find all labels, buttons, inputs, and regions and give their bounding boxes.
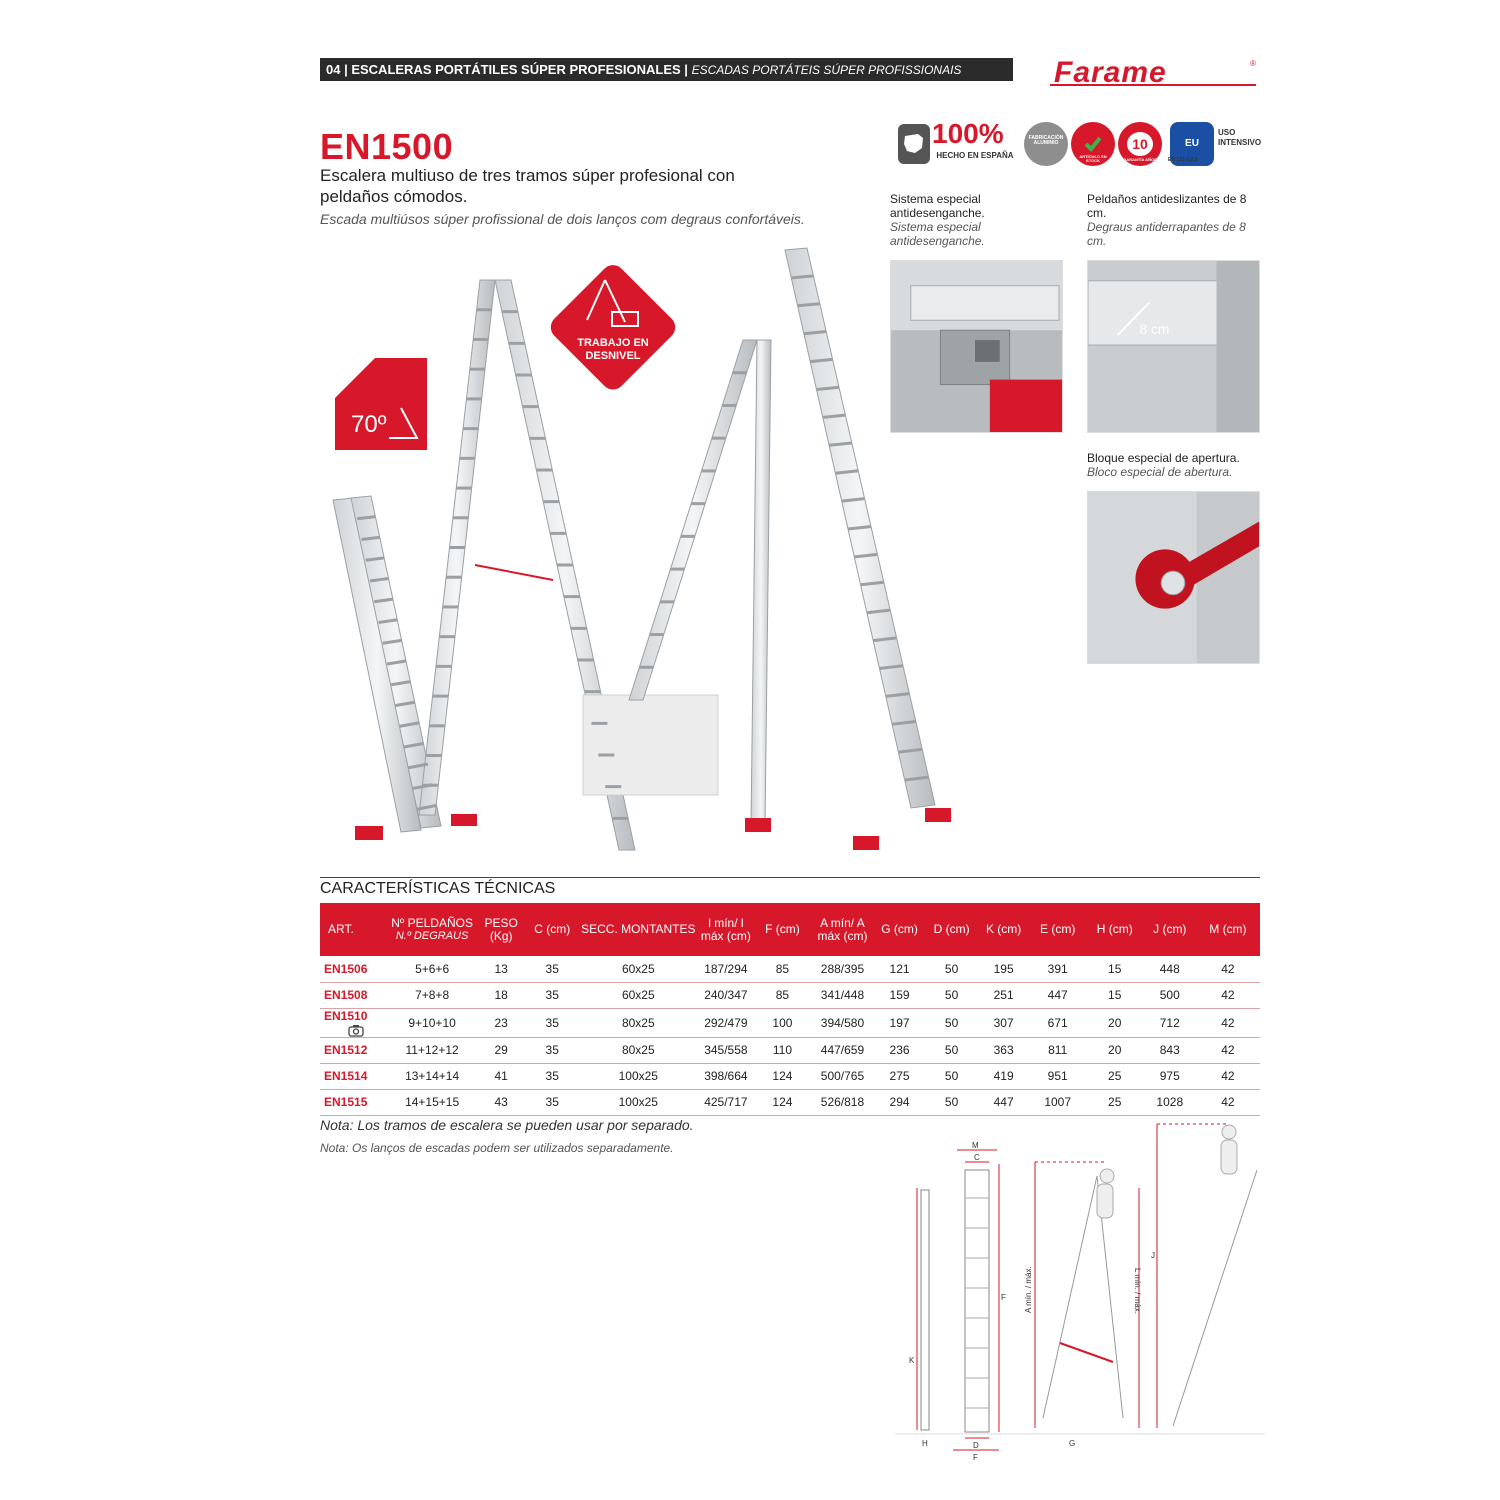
made-in-spain-label: HECHO EN ESPAÑA <box>936 151 1014 160</box>
dim-h: H <box>922 1439 928 1448</box>
table-cell: 121 <box>874 956 926 982</box>
table-row <box>320 982 1260 1008</box>
table-cell: 251 <box>978 982 1030 1008</box>
table-cell-article: EN1514 <box>320 1063 388 1089</box>
feature-caption-3: Bloque especial de apertura. Bloco especial de abertura. <box>1087 451 1240 479</box>
table-cell: 500 <box>1144 982 1196 1008</box>
table-cell: 124 <box>753 1089 811 1115</box>
col-e: E (cm) <box>1030 903 1086 956</box>
dim-m: M <box>972 1141 979 1150</box>
note-pt: Nota: Os lanços de escadas podem ser utilizados separadamente. <box>320 1141 674 1155</box>
section-divider <box>320 877 1260 878</box>
table-cell: 275 <box>874 1063 926 1089</box>
table-row <box>320 1008 1260 1037</box>
table-cell: 35 <box>526 982 578 1008</box>
col-a: A mín/ A máx (cm) <box>811 903 873 956</box>
table-cell: 448 <box>1144 956 1196 982</box>
table-cell: 35 <box>526 1008 578 1037</box>
feature-photo-opening-block <box>1087 491 1260 664</box>
dim-a: A mín. / máx. <box>1024 1266 1033 1313</box>
table-cell: 341/448 <box>811 982 873 1008</box>
table-cell: 60x25 <box>578 982 698 1008</box>
table-cell: 197 <box>874 1008 926 1037</box>
table-cell: 100 <box>753 1008 811 1037</box>
table-cell: 195 <box>978 956 1030 982</box>
ladder-rung <box>798 304 820 306</box>
brand-text: Farame <box>1054 56 1167 88</box>
product-description-pt: Escada multiúsos súper profissional de dois lanços com degraus confortáveis. <box>320 211 805 227</box>
feature-caption-2: Peldaños antideslizantes de 8 cm. Degraus antiderrapantes de 8 cm. <box>1087 192 1247 248</box>
table-cell: 671 <box>1030 1008 1086 1037</box>
feature-photo-rung <box>1087 260 1260 433</box>
table-cell: 13 <box>476 956 526 982</box>
note-es: Nota: Los tramos de escalera se pueden usar por separado. <box>320 1117 694 1133</box>
table-cell: 363 <box>978 1037 1030 1063</box>
col-k: K (cm) <box>978 903 1030 956</box>
table-cell: 712 <box>1144 1008 1196 1037</box>
stock-badge: ARTÍCULO EN STOCK <box>1071 122 1115 166</box>
uneven-work-badge <box>546 260 680 394</box>
table-cell: 843 <box>1144 1037 1196 1063</box>
col-weight: PESO (Kg) <box>476 903 526 956</box>
table-cell: 50 <box>926 1063 978 1089</box>
col-steps: Nº PELDAÑOS N.º DEGRAUS <box>388 903 476 956</box>
table-cell: 11+12+12 <box>388 1037 476 1063</box>
table-cell: 159 <box>874 982 926 1008</box>
table-cell-article: EN1515 <box>320 1089 388 1115</box>
table-cell-article: EN1508 <box>320 982 388 1008</box>
made-in-spain-percent: 100% <box>932 118 1004 149</box>
dim-d: D <box>973 1441 979 1450</box>
table-cell: 18 <box>476 982 526 1008</box>
table-cell: 15 <box>1086 956 1144 982</box>
table-cell: 811 <box>1030 1037 1086 1063</box>
step-box <box>583 695 718 795</box>
ladder-rung <box>357 517 375 519</box>
specs-header-row <box>320 903 1260 956</box>
col-art: ART. <box>320 903 388 956</box>
norm-label: EN 131-1,2,3 <box>1168 157 1198 163</box>
spain-map-icon <box>898 122 930 166</box>
table-cell: 50 <box>926 956 978 982</box>
table-cell: 29 <box>476 1037 526 1063</box>
dim-l: L mín. / máx. <box>1133 1268 1142 1314</box>
ladder-rung <box>804 332 826 334</box>
table-cell: 25 <box>1086 1089 1144 1115</box>
table-cell: 187/294 <box>698 956 753 982</box>
section-title: 04 | ESCALERAS PORTÁTILES SÚPER PROFESIONALES | <box>326 62 688 77</box>
section-title-pt: ESCADAS PORTÁTEIS SÚPER PROFISSIONAIS <box>691 63 962 77</box>
table-cell: 85 <box>753 956 811 982</box>
specs-table <box>320 903 1260 1116</box>
table-cell: 447/659 <box>811 1037 873 1063</box>
certification-badges <box>898 120 1263 170</box>
table-cell: 85 <box>753 982 811 1008</box>
table-cell-article: EN1512 <box>320 1037 388 1063</box>
specs-table-body <box>320 956 1260 1115</box>
table-cell: 345/558 <box>698 1037 753 1063</box>
table-cell: 25 <box>1086 1063 1144 1089</box>
table-row <box>320 1089 1260 1115</box>
table-cell: 447 <box>1030 982 1086 1008</box>
table-cell: 7+8+8 <box>388 982 476 1008</box>
dim-c: C <box>974 1153 980 1162</box>
ladder-rung <box>791 276 813 278</box>
table-cell: 447 <box>978 1089 1030 1115</box>
table-cell-article: EN1510 <box>320 1008 388 1037</box>
table-cell: 236 <box>874 1037 926 1063</box>
col-d: D (cm) <box>926 903 978 956</box>
table-row <box>320 1037 1260 1063</box>
table-cell: 394/580 <box>811 1008 873 1037</box>
table-cell: 975 <box>1144 1063 1196 1089</box>
table-cell: 292/479 <box>698 1008 753 1037</box>
eu-badge: EU <box>1170 122 1214 166</box>
table-cell: 42 <box>1196 1063 1260 1089</box>
table-cell: 35 <box>526 1037 578 1063</box>
feature-caption-1: Sistema especial antidesenganche. Sistema especial antidesenganche. <box>890 192 985 248</box>
farame-logo <box>1050 54 1262 88</box>
table-cell: 50 <box>926 1037 978 1063</box>
aluminium-badge: FABRICACIÓN ALUMINIO <box>1024 122 1068 166</box>
svg-text:®: ® <box>1250 59 1256 68</box>
col-l: l mín/ l máx (cm) <box>698 903 753 956</box>
table-cell: 124 <box>753 1063 811 1089</box>
table-cell: 425/717 <box>698 1089 753 1115</box>
table-cell: 41 <box>476 1063 526 1089</box>
dimension-diagrams <box>895 1118 1265 1488</box>
table-cell: 80x25 <box>578 1037 698 1063</box>
section-header-bar <box>320 58 1013 81</box>
table-cell: 23 <box>476 1008 526 1037</box>
table-cell: 15 <box>1086 982 1144 1008</box>
table-cell: 35 <box>526 956 578 982</box>
table-cell: 80x25 <box>578 1008 698 1037</box>
table-cell: 35 <box>526 1089 578 1115</box>
table-cell: 42 <box>1196 1008 1260 1037</box>
angle-70-badge <box>335 358 427 450</box>
warranty-badge: 10 GARANTÍA AÑOS <box>1118 122 1162 166</box>
table-cell: 391 <box>1030 956 1086 982</box>
col-j: J (cm) <box>1144 903 1196 956</box>
product-title: EN1500 <box>320 126 454 167</box>
rung-width-label: 8 cm <box>1139 321 1170 338</box>
svg-text:DESNIVEL: DESNIVEL <box>585 350 641 362</box>
table-cell: 1007 <box>1030 1089 1086 1115</box>
table-row <box>320 956 1260 982</box>
table-cell: 42 <box>1196 956 1260 982</box>
feature-photo-anti-release <box>890 260 1063 433</box>
table-cell: 288/395 <box>811 956 873 982</box>
table-cell: 419 <box>978 1063 1030 1089</box>
product-description: Escalera multiuso de tres tramos súper profesional con peldaños cómodos. <box>320 166 735 206</box>
table-cell: 526/818 <box>811 1089 873 1115</box>
svg-text:TRABAJO EN: TRABAJO EN <box>577 337 649 349</box>
table-cell: 110 <box>753 1037 811 1063</box>
table-cell: 13+14+14 <box>388 1063 476 1089</box>
table-cell: 42 <box>1196 1089 1260 1115</box>
camera-icon[interactable] <box>348 1024 364 1037</box>
table-cell: 1028 <box>1144 1089 1196 1115</box>
table-cell: 42 <box>1196 982 1260 1008</box>
table-cell: 398/664 <box>698 1063 753 1089</box>
table-cell: 50 <box>926 1008 978 1037</box>
table-cell: 42 <box>1196 1037 1260 1063</box>
table-cell: 5+6+6 <box>388 956 476 982</box>
col-f: F (cm) <box>753 903 811 956</box>
dim-f-side: F <box>1001 1293 1006 1302</box>
table-cell: 951 <box>1030 1063 1086 1089</box>
dim-j: J <box>1151 1251 1155 1260</box>
table-cell: 20 <box>1086 1008 1144 1037</box>
table-cell: 20 <box>1086 1037 1144 1063</box>
col-m: M (cm) <box>1196 903 1260 956</box>
table-row <box>320 1063 1260 1089</box>
table-cell: 60x25 <box>578 956 698 982</box>
dim-g: G <box>1069 1439 1076 1448</box>
uso-intensivo-label: USO INTENSIVO <box>1218 128 1262 147</box>
col-g: G (cm) <box>874 903 926 956</box>
table-cell: 240/347 <box>698 982 753 1008</box>
table-cell: 100x25 <box>578 1063 698 1089</box>
ladder-photo <box>325 240 965 870</box>
col-h: H (cm) <box>1086 903 1144 956</box>
dim-f-bottom: F <box>973 1453 978 1462</box>
specs-section-title: CARACTERÍSTICAS TÉCNICAS <box>320 880 556 897</box>
table-cell: 50 <box>926 1089 978 1115</box>
table-cell: 9+10+10 <box>388 1008 476 1037</box>
table-cell: 14+15+15 <box>388 1089 476 1115</box>
dim-k: K <box>909 1356 915 1365</box>
table-cell: 50 <box>926 982 978 1008</box>
table-cell: 307 <box>978 1008 1030 1037</box>
svg-text:70º: 70º <box>351 411 387 438</box>
table-cell-article: EN1506 <box>320 956 388 982</box>
col-c: C (cm) <box>526 903 578 956</box>
table-cell: 294 <box>874 1089 926 1115</box>
table-cell: 35 <box>526 1063 578 1089</box>
table-cell: 43 <box>476 1089 526 1115</box>
col-section: SECC. MONTANTES <box>578 903 698 956</box>
table-cell: 100x25 <box>578 1089 698 1115</box>
checkmark-icon <box>1083 134 1103 154</box>
table-cell: 500/765 <box>811 1063 873 1089</box>
